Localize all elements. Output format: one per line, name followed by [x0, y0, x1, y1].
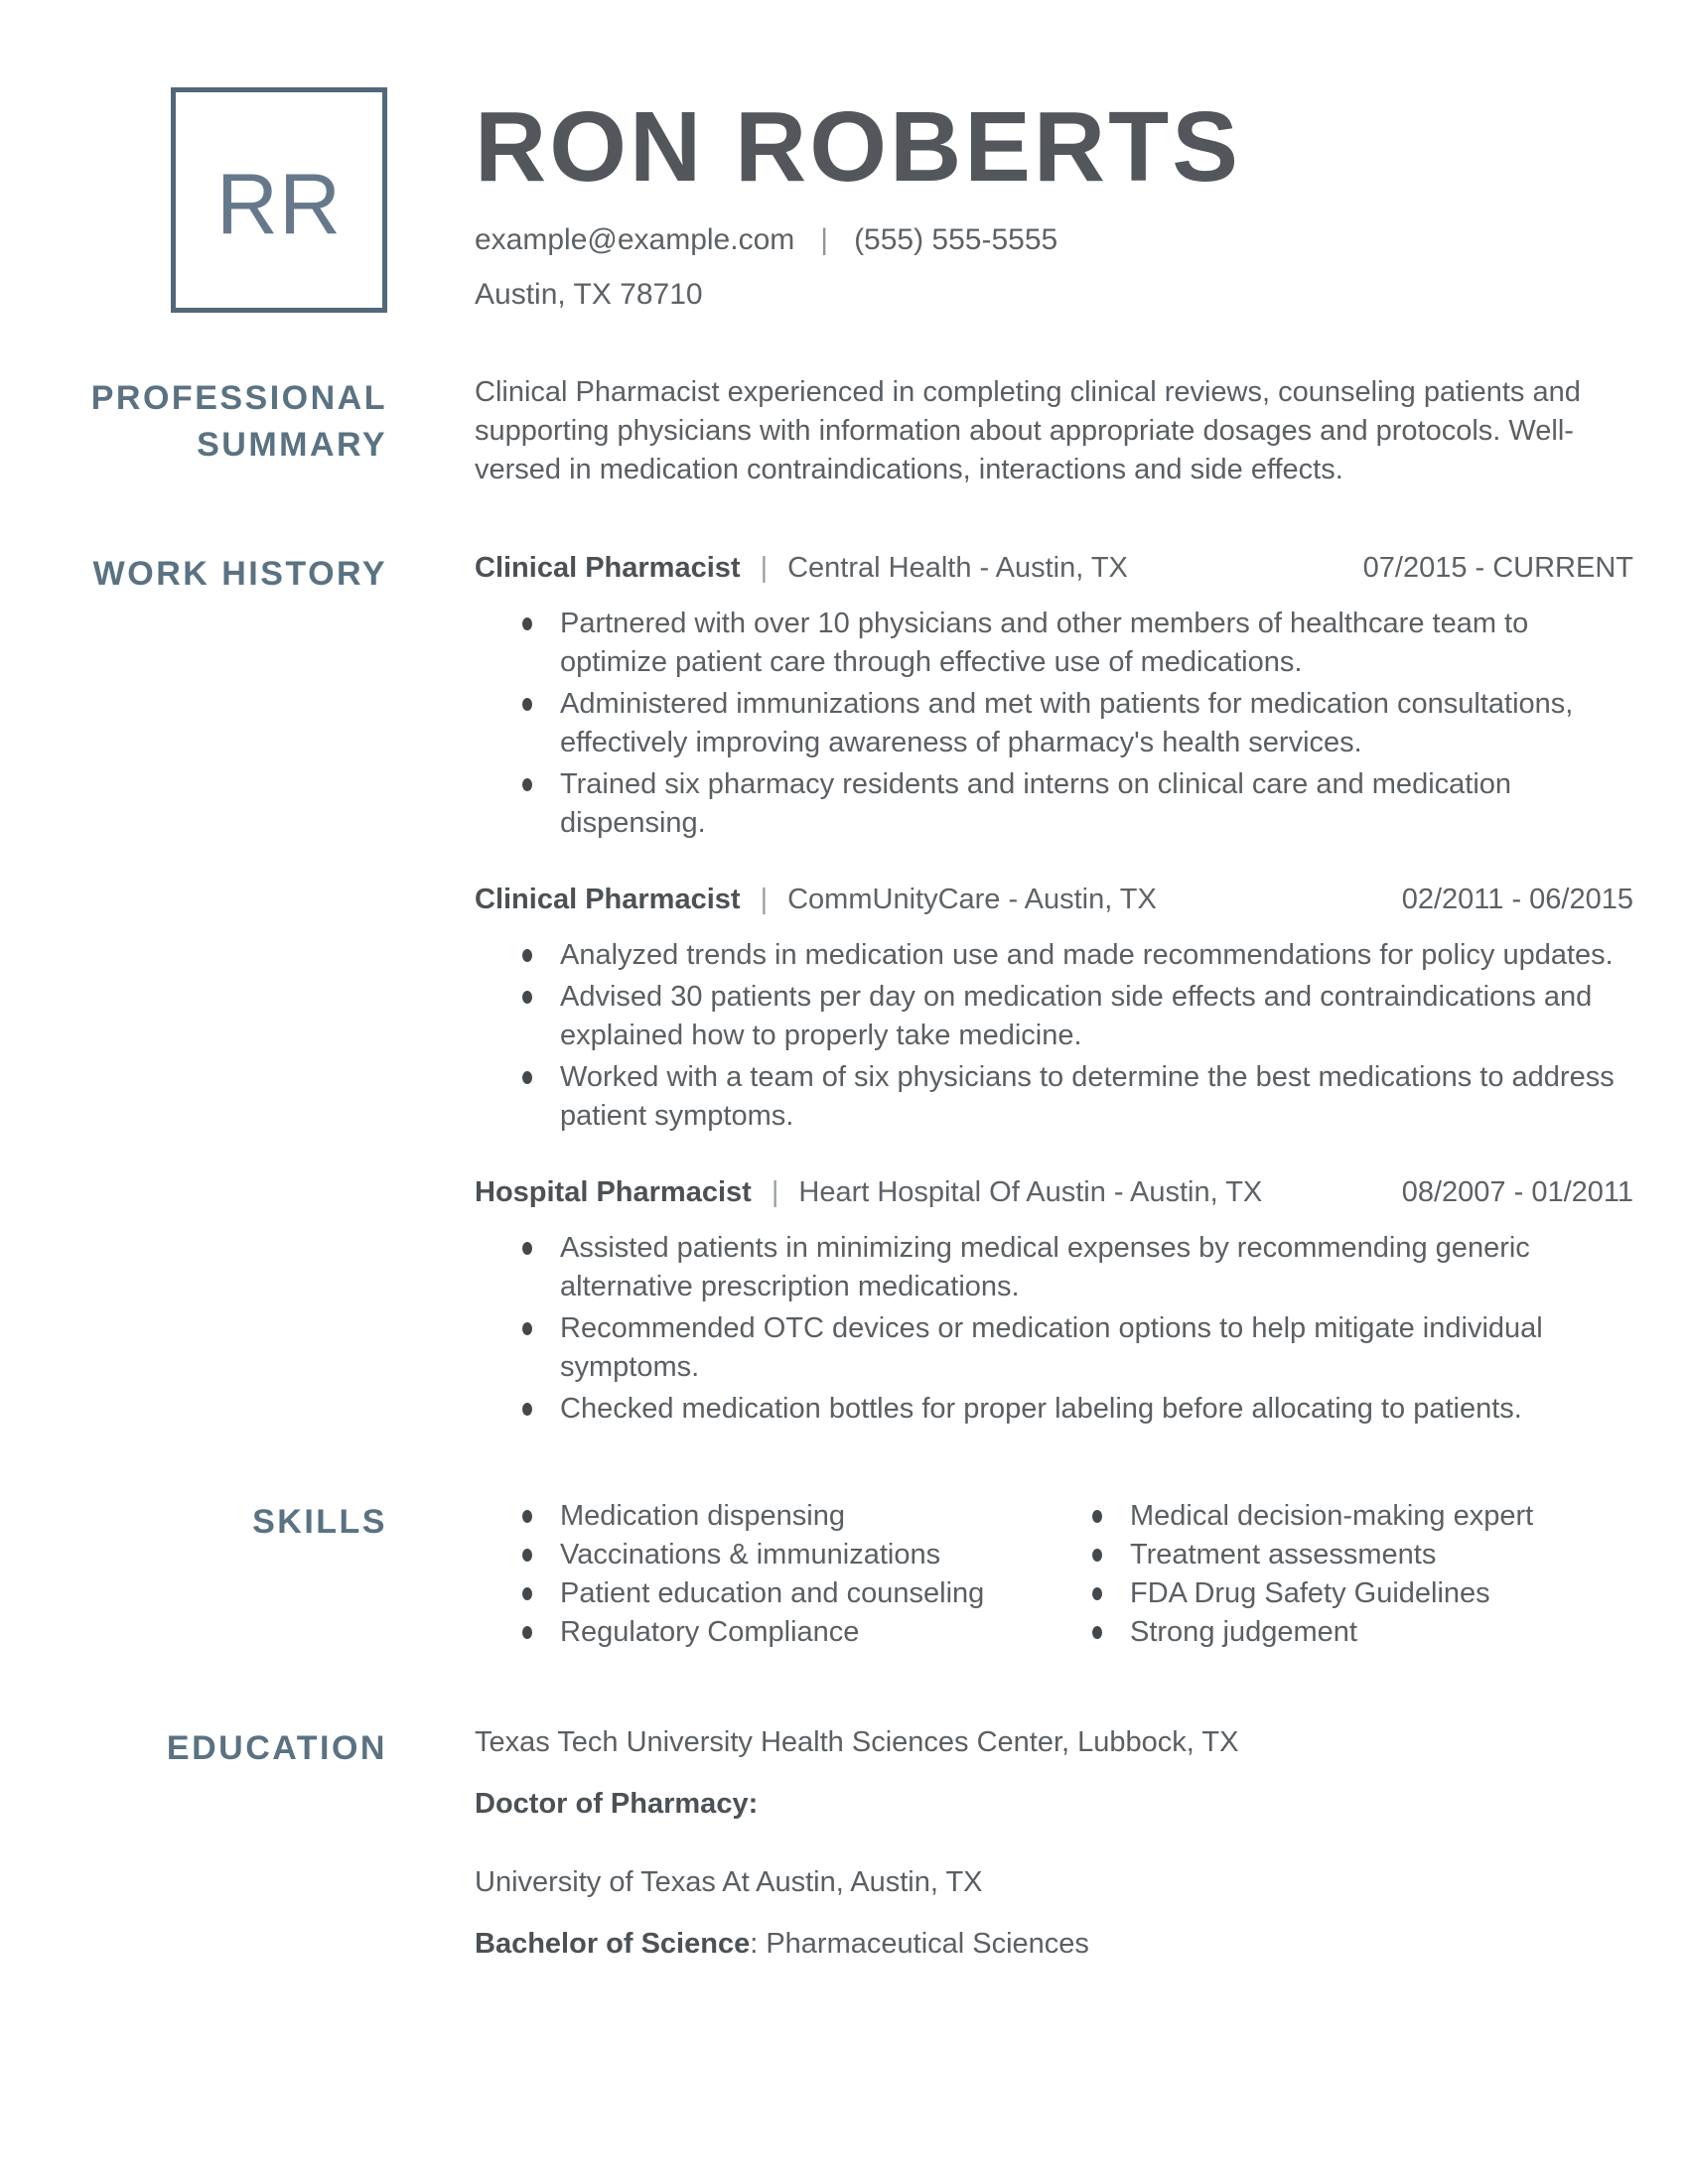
contact-row	[475, 223, 1241, 257]
job-title-row	[475, 1173, 1633, 1212]
bullet-dot-icon	[1092, 1626, 1102, 1639]
job-bullet-text: Checked medication bottles for proper labeling before allocating to patients.	[560, 1393, 1522, 1425]
job-bullet	[475, 765, 1633, 843]
bullet-dot-icon	[522, 949, 532, 962]
job-bullet	[475, 936, 1633, 975]
skill-text: Regulatory Compliance	[560, 1616, 860, 1648]
skill-item	[475, 1536, 1092, 1574]
job-title-separator: |	[771, 1176, 779, 1208]
job-bullet	[475, 1390, 1633, 1429]
section-label-education: EDUCATION	[166, 1729, 387, 1767]
skills-column-2	[1092, 1497, 1633, 1652]
job-bullet	[475, 685, 1633, 762]
skill-text: Treatment assessments	[1130, 1539, 1437, 1570]
bullet-dot-icon	[1092, 1587, 1102, 1600]
job-bullet-list	[475, 936, 1633, 1136]
education-section	[0, 1723, 1688, 1964]
job-bullet-text: Advised 30 patients per day on medication side effects and contraindications and explained how to properly take medicine.	[560, 981, 1593, 1051]
monogram-logo	[171, 87, 387, 313]
section-label-work-history: WORK HISTORY	[92, 555, 387, 593]
job-bullet-text: Partnered with over 10 physicians and other members of healthcare team to optimize patient care through effective use of medications.	[560, 608, 1529, 678]
skill-item	[1092, 1497, 1633, 1536]
resume-header	[171, 87, 1633, 313]
job-title-separator: |	[760, 884, 769, 915]
job-bullet	[475, 978, 1633, 1055]
education-degree-title: Doctor of Pharmacy:	[475, 1788, 759, 1820]
bullet-dot-icon	[522, 1403, 532, 1416]
job-bullet-text: Analyzed trends in medication use and made recommendations for policy updates.	[560, 939, 1614, 971]
education-degree	[475, 1925, 1633, 1964]
candidate-name: RON ROBERTS	[475, 91, 1241, 203]
job-bullet-text: Administered immunizations and met with patients for medication consultations, effectively improving awareness of pharmacy's health services.	[560, 688, 1574, 758]
skill-text: Vaccinations & immunizations	[560, 1539, 941, 1570]
job-title-row	[475, 549, 1633, 588]
job-bullet	[475, 1058, 1633, 1136]
bullet-dot-icon	[522, 1587, 532, 1600]
skill-item	[1092, 1613, 1633, 1652]
work-history-section	[0, 549, 1688, 1432]
job-bullet	[475, 1309, 1633, 1387]
skill-text: FDA Drug Safety Guidelines	[1130, 1577, 1490, 1609]
job-bullet	[475, 605, 1633, 682]
education-entry	[475, 1723, 1633, 1824]
job-dates: 08/2007 - 01/2011	[1401, 1176, 1633, 1208]
summary-section	[0, 373, 1688, 489]
job-company: Central Health - Austin, TX	[787, 552, 1128, 584]
skill-item	[475, 1613, 1092, 1652]
skill-text: Strong judgement	[1130, 1616, 1357, 1648]
bullet-dot-icon	[522, 778, 532, 791]
bullet-dot-icon	[1092, 1510, 1102, 1523]
bullet-dot-icon	[1092, 1549, 1102, 1562]
summary-content	[475, 373, 1633, 489]
work-history-content	[475, 549, 1633, 1432]
skill-text: Medication dispensing	[560, 1500, 845, 1532]
job-bullet-text: Recommended OTC devices or medication options to help mitigate individual symptoms.	[560, 1312, 1543, 1383]
education-degree	[475, 1785, 1633, 1824]
education-degree-title: Bachelor of Science	[475, 1928, 751, 1960]
job-bullet-text: Assisted patients in minimizing medical expenses by recommending generic alternative prescription medications.	[560, 1232, 1530, 1302]
monogram-initials: RR	[215, 157, 343, 252]
job-bullet-list	[475, 605, 1633, 843]
skill-text: Patient education and counseling	[560, 1577, 985, 1609]
job-title-row	[475, 881, 1633, 919]
skill-item	[1092, 1574, 1633, 1613]
job-bullet	[475, 1229, 1633, 1306]
bullet-dot-icon	[522, 1626, 532, 1639]
section-label-summary	[0, 373, 387, 489]
summary-label-line2: SUMMARY	[197, 426, 387, 464]
education-school: Texas Tech University Health Sciences Center, Lubbock, TX	[475, 1726, 1239, 1758]
skill-item	[475, 1497, 1092, 1536]
education-content	[475, 1723, 1633, 1964]
skill-item	[475, 1574, 1092, 1613]
summary-label-line1: PROFESSIONAL	[90, 379, 387, 417]
bullet-dot-icon	[522, 1071, 532, 1084]
job-dates: 02/2011 - 06/2015	[1401, 884, 1633, 915]
job-title: Clinical Pharmacist	[475, 884, 741, 915]
skills-content	[475, 1497, 1633, 1652]
bullet-dot-icon	[522, 1322, 532, 1335]
section-label-skills: SKILLS	[252, 1503, 387, 1541]
skills-section	[0, 1497, 1688, 1652]
job-entry	[475, 881, 1633, 1136]
contact-separator: |	[820, 223, 829, 256]
job-title: Clinical Pharmacist	[475, 552, 741, 584]
job-title-separator: |	[760, 552, 769, 584]
bullet-dot-icon	[522, 698, 532, 711]
bullet-dot-icon	[522, 1549, 532, 1562]
job-bullet-list	[475, 1229, 1633, 1429]
phone-text: (555) 555-5555	[854, 223, 1058, 256]
skills-column-1	[475, 1497, 1092, 1652]
job-bullet-text: Trained six pharmacy residents and interns on clinical care and medication dispensing.	[560, 768, 1512, 839]
bullet-dot-icon	[522, 1510, 532, 1523]
education-entry	[475, 1863, 1633, 1964]
bullet-dot-icon	[522, 991, 532, 1004]
header-text	[475, 87, 1241, 312]
education-degree-detail: : Pharmaceutical Sciences	[750, 1928, 1089, 1960]
job-dates: 07/2015 - CURRENT	[1362, 552, 1633, 584]
job-bullet-text: Worked with a team of six physicians to determine the best medications to address patient symptoms.	[560, 1061, 1615, 1132]
job-entry	[475, 1173, 1633, 1429]
job-company: Heart Hospital Of Austin - Austin, TX	[798, 1176, 1263, 1208]
summary-text: Clinical Pharmacist experienced in completing clinical reviews, counseling patients and supporting physicians with information about appropriate dosages and protocols. Well-versed in medication contraindications, interactions and side effects.	[475, 376, 1581, 485]
job-company: CommUnityCare - Austin, TX	[787, 884, 1157, 915]
job-title: Hospital Pharmacist	[475, 1176, 752, 1208]
bullet-dot-icon	[522, 1242, 532, 1255]
email-text: example@example.com	[475, 223, 795, 256]
education-school: University of Texas At Austin, Austin, TX	[475, 1866, 983, 1898]
skill-text: Medical decision-making expert	[1130, 1500, 1534, 1532]
job-entry	[475, 549, 1633, 843]
skill-item	[1092, 1536, 1633, 1574]
bullet-dot-icon	[522, 617, 532, 630]
location-text: Austin, TX 78710	[475, 278, 703, 311]
